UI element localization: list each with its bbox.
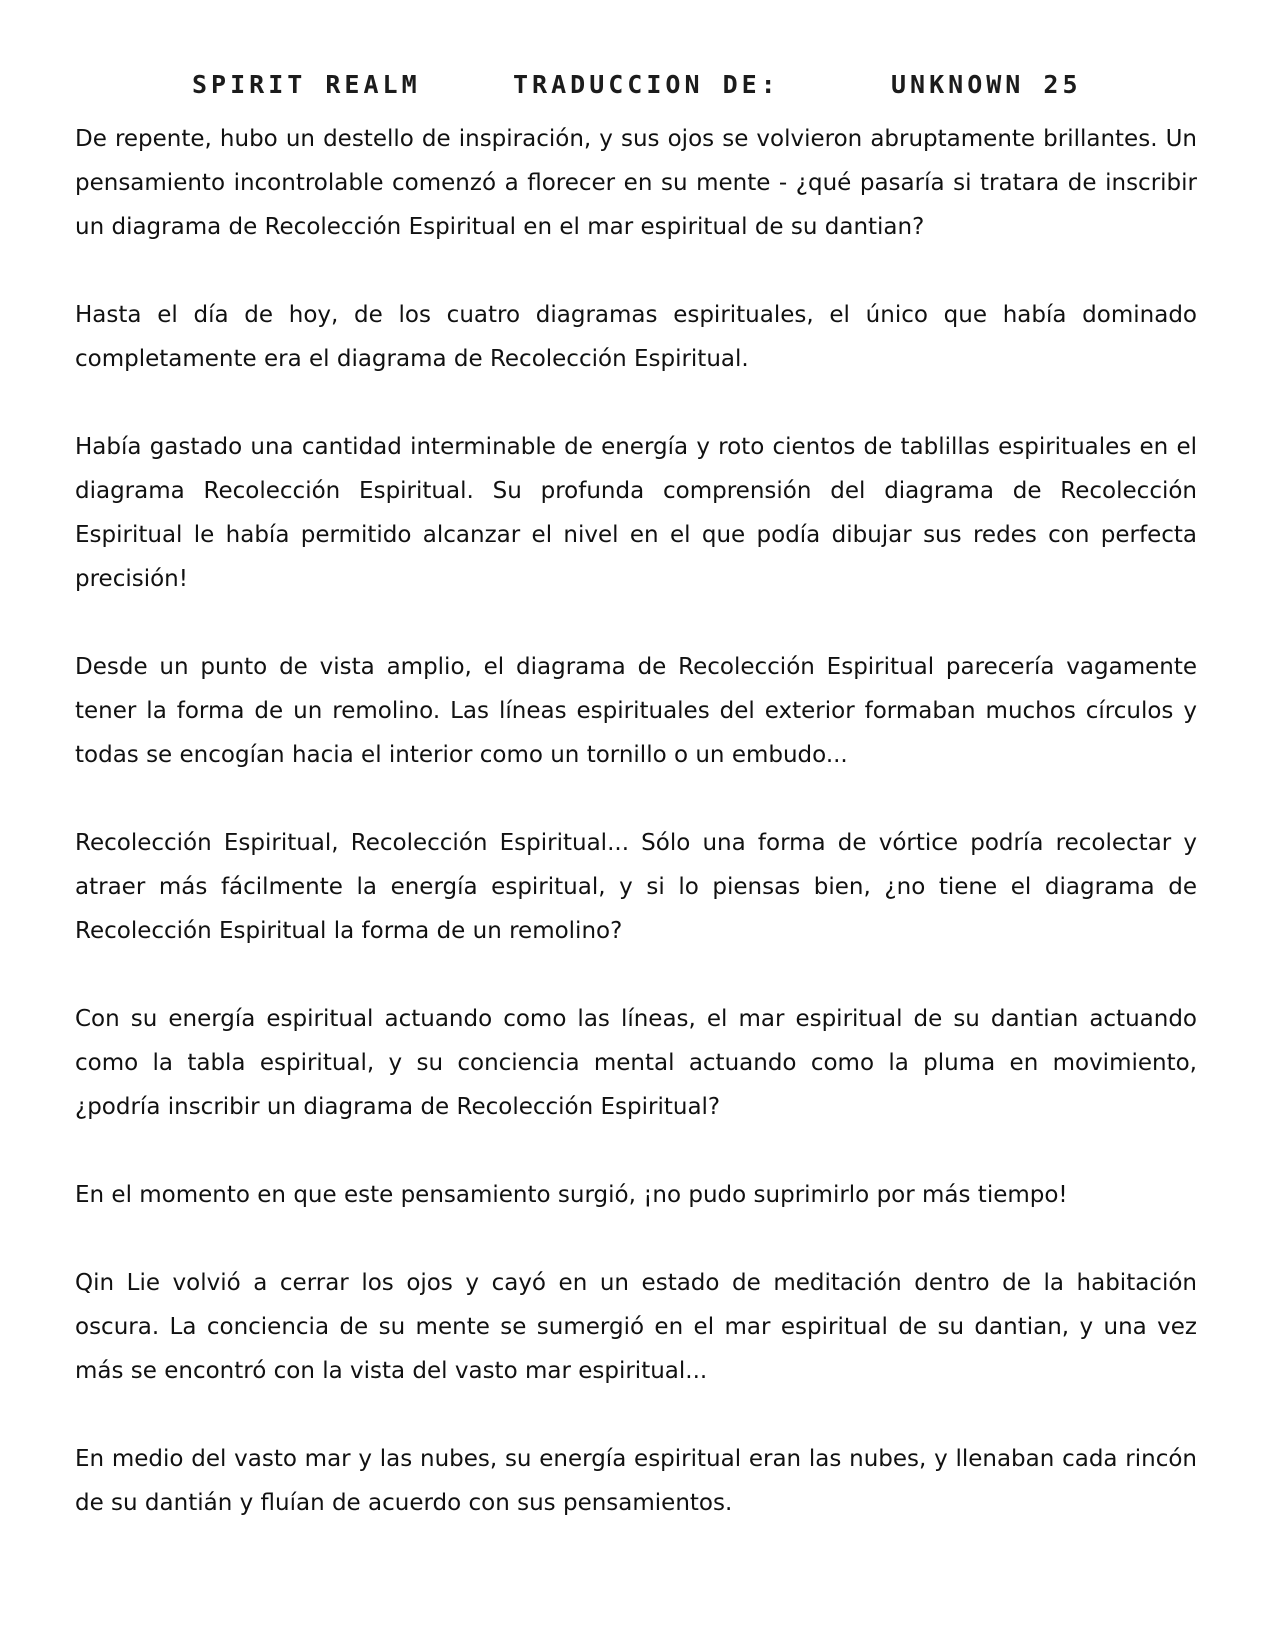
- paragraph: En el momento en que este pensamiento surgió, ¡no pudo suprimirlo por más tiempo!: [75, 1182, 1068, 1208]
- header-translator-name: UNKNOWN 25: [891, 70, 1082, 99]
- document-body: [75, 117, 1197, 1569]
- header-translation-label: TRADUCCION DE:: [513, 70, 780, 99]
- page-header: [0, 70, 1275, 110]
- paragraph: Hasta el día de hoy, de los cuatro diagramas espirituales, el único que había dominado completamente era el diagrama de Recolección Espiritual.: [75, 302, 1197, 372]
- paragraph: Qin Lie volvió a cerrar los ojos y cayó en un estado de meditación dentro de la habitación oscura. La conciencia de su mente se sumergió en el mar espiritual de su dantian, y una vez más se encontró con la vista del vasto mar espiritual...: [75, 1270, 1197, 1384]
- paragraph: Había gastado una cantidad interminable de energía y roto cientos de tablillas espirituales en el diagrama Recolección Espiritual. Su profunda comprensión del diagrama de Recolección Espiritual le había permitido alcanzar el nivel en el que podía dibujar sus redes con perfecta precisión!: [75, 434, 1197, 592]
- header-series-title: SPIRIT REALM: [192, 70, 421, 99]
- paragraph: En medio del vasto mar y las nubes, su energía espiritual eran las nubes, y llenaban cada rincón de su dantián y fluían de acuerdo con sus pensamientos.: [75, 1446, 1197, 1516]
- paragraph: De repente, hubo un destello de inspiración, y sus ojos se volvieron abruptamente brillantes. Un pensamiento incontrolable comenzó a florecer en su mente - ¿qué pasaría si tratara de inscribir un diagrama de Recolección Espiritual en el mar espiritual de su dantian?: [75, 126, 1197, 240]
- paragraph: Con su energía espiritual actuando como las líneas, el mar espiritual de su dantian actuando como la tabla espiritual, y su conciencia mental actuando como la pluma en movimiento, ¿podría inscribir un diagrama de Recolección Espiritual?: [75, 1006, 1197, 1120]
- paragraph: Recolección Espiritual, Recolección Espiritual... Sólo una forma de vórtice podría recolectar y atraer más fácilmente la energía espiritual, y si lo piensas bien, ¿no tiene el diagrama de Recolección Espiritual la forma de un remolino?: [75, 830, 1197, 944]
- paragraph: Desde un punto de vista amplio, el diagrama de Recolección Espiritual parecería vagamente tener la forma de un remolino. Las líneas espirituales del exterior formaban muchos círculos y todas se encogían hacia el interior como un tornillo o un embudo...: [75, 654, 1197, 768]
